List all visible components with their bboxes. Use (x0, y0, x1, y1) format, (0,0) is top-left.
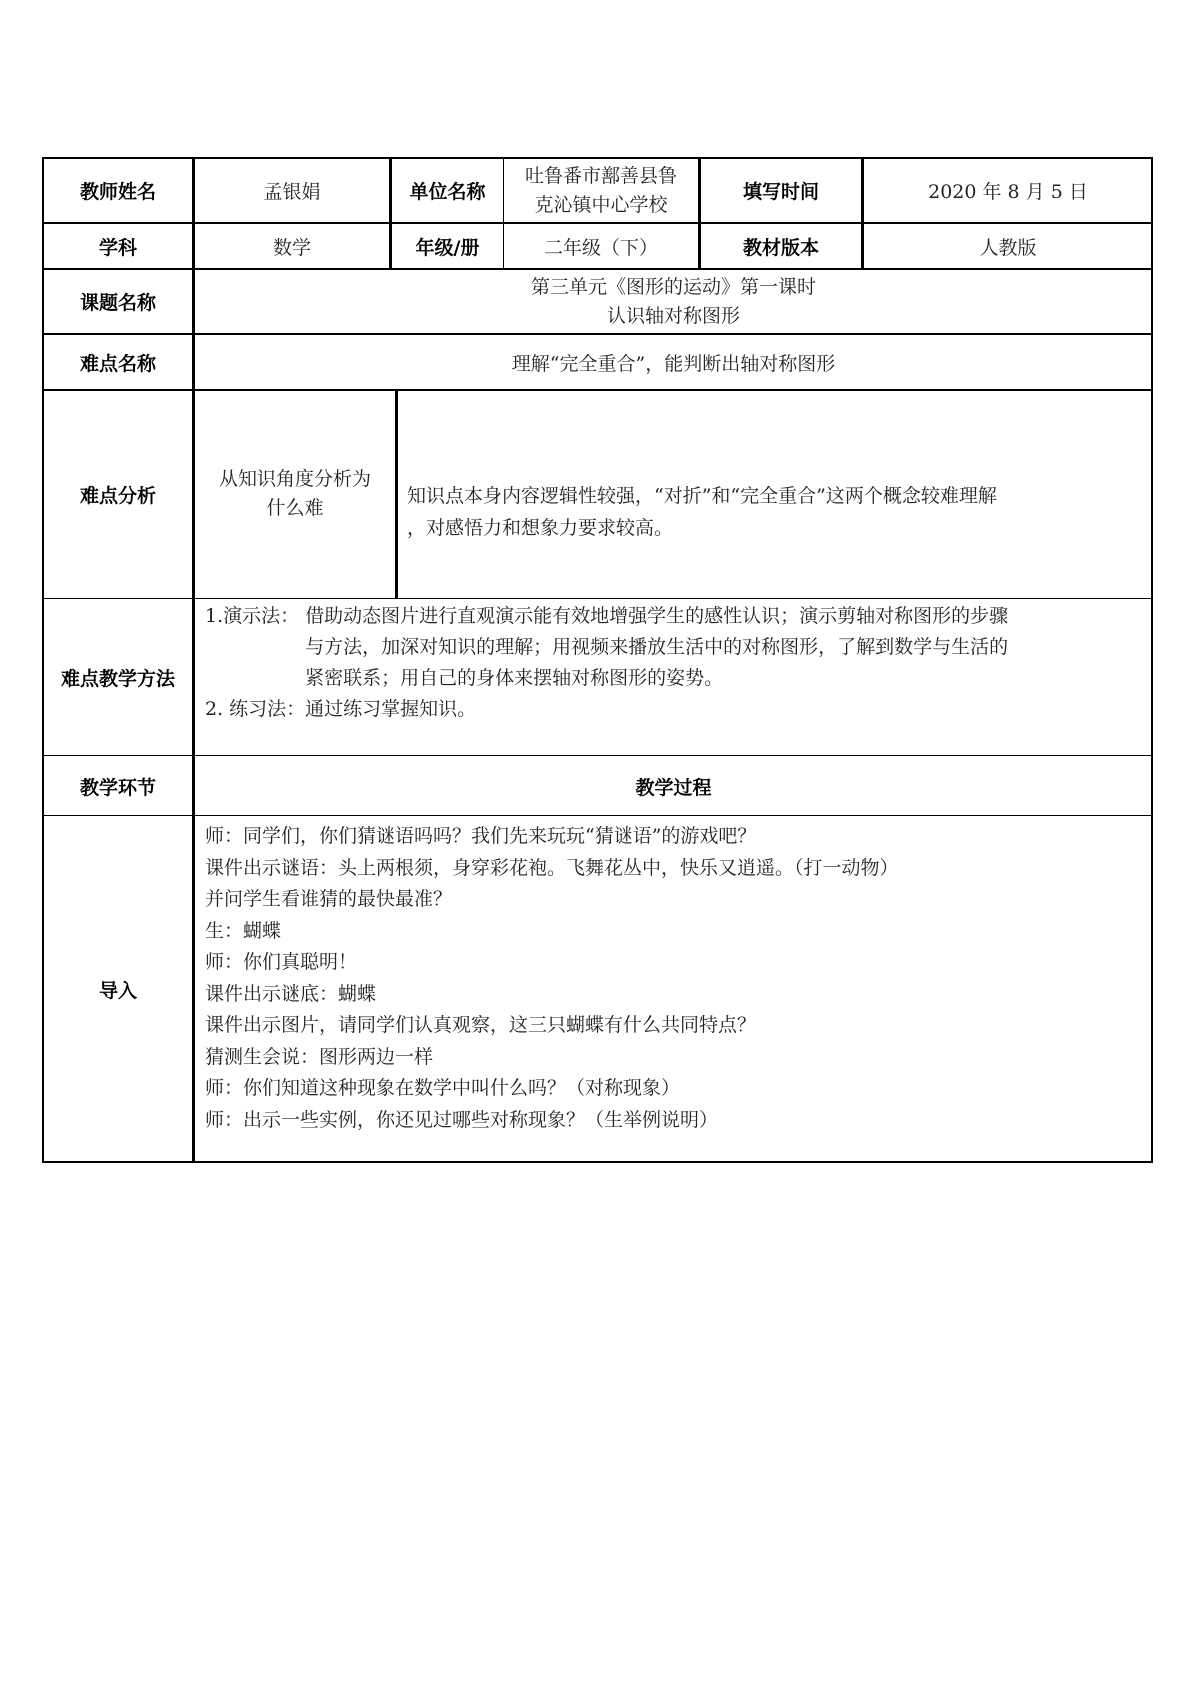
intro-line: 师：同学们，你们猜谜语吗吗？我们先来玩玩“猜谜语”的游戏吧？ (205, 825, 757, 847)
teacher-name-value: 孟银娟 (263, 181, 321, 203)
intro-label: 导入 (98, 979, 137, 1002)
analysis-text-line: ，对感悟力和想象力要求较高。 (407, 517, 674, 539)
difficulty-value: 理解“完全重合”，能判断出轴对称图形 (511, 352, 836, 375)
column-divider (395, 389, 398, 599)
topic-value (195, 270, 1152, 333)
intro-line: 猜测生会说：图形两边一样 (205, 1045, 434, 1068)
subject-label: 学科 (98, 236, 137, 259)
unit-name-label: 单位名称 (409, 181, 486, 203)
method-item-line: 紧密联系；用自己的身体来摆轴对称图形的姿势。 (305, 667, 724, 689)
intro-line: 师：出示一些实例，你还见过哪些对称现象？（生举例说明） (205, 1108, 719, 1131)
method-item-line: 借助动态图片进行直观演示能有效地增强学生的感性认识；演示剪轴对称图形的步骤 (305, 605, 1009, 627)
analysis-text-line: 知识点本身内容逻辑性较强，“对折”和“完全重合”这两个概念较难理解 (407, 485, 997, 507)
row-divider (42, 815, 1153, 816)
analysis-label: 难点分析 (79, 485, 156, 507)
intro-content (205, 821, 1145, 1136)
intro-line: 师：你们知道这种现象在数学中叫什么吗？（对称现象） (205, 1077, 681, 1099)
method-item (205, 601, 1145, 694)
grade-value: 二年级（下） (543, 236, 658, 259)
intro-line: 生：蝴蝶 (205, 919, 282, 942)
textbook-edition-value: 人教版 (979, 236, 1037, 259)
method-item-number: 1. (205, 605, 224, 627)
fill-date-value: 2020 年 8 月 5 日 (928, 181, 1088, 203)
fill-date-label: 填写时间 (742, 181, 819, 203)
analysis-sub-label-line: 什么难 (266, 497, 324, 519)
analysis-text (407, 480, 1143, 544)
method-label: 难点教学方法 (60, 668, 175, 690)
method-item: 2. 练习法：通过练习掌握知识。 (205, 698, 477, 720)
intro-line: 师：你们真聪明！ (205, 951, 358, 973)
textbook-edition-label: 教材版本 (742, 236, 819, 259)
teacher-name-label: 教师姓名 (79, 181, 156, 203)
subject-value: 数学 (272, 236, 311, 259)
method-item-body (305, 601, 1145, 694)
topic-label: 课题名称 (79, 292, 156, 314)
analysis-sub-label (195, 456, 395, 532)
grade-label: 年级/册 (415, 236, 480, 259)
teaching-stage-label: 教学环节 (79, 776, 156, 799)
teaching-process-label: 教学过程 (635, 776, 712, 799)
row-divider (42, 598, 1153, 599)
intro-line: 课件出示图片，请同学们认真观察，这三只蝴蝶有什么共同特点？ (205, 1014, 757, 1036)
method-content (205, 601, 1145, 725)
topic-line: 认识轴对称图形 (606, 304, 740, 327)
row-divider (42, 389, 1153, 391)
intro-line: 课件出示谜底：蝴蝶 (205, 982, 377, 1005)
unit-name-line: 吐鲁番市鄯善县鲁 (524, 164, 677, 187)
unit-name-value (504, 159, 698, 222)
difficulty-label: 难点名称 (79, 352, 156, 375)
intro-line: 并问学生看谁猜的最快最准？ (205, 888, 453, 910)
row-divider (42, 755, 1153, 756)
topic-line: 第三单元《图形的运动》第一课时 (530, 275, 816, 298)
analysis-sub-label-line: 从知识角度分析为 (218, 468, 371, 490)
intro-line: 课件出示谜语：头上两根须，身穿彩花袍。飞舞花丛中，快乐又逍遥。（打一动物） (205, 856, 899, 879)
method-item-heading: 演示法： (223, 605, 300, 627)
unit-name-line: 克沁镇中心学校 (534, 193, 668, 216)
method-item-line: 与方法，加深对知识的理解；用视频来播放生活中的对称图形，了解到数学与生活的 (305, 636, 1009, 658)
